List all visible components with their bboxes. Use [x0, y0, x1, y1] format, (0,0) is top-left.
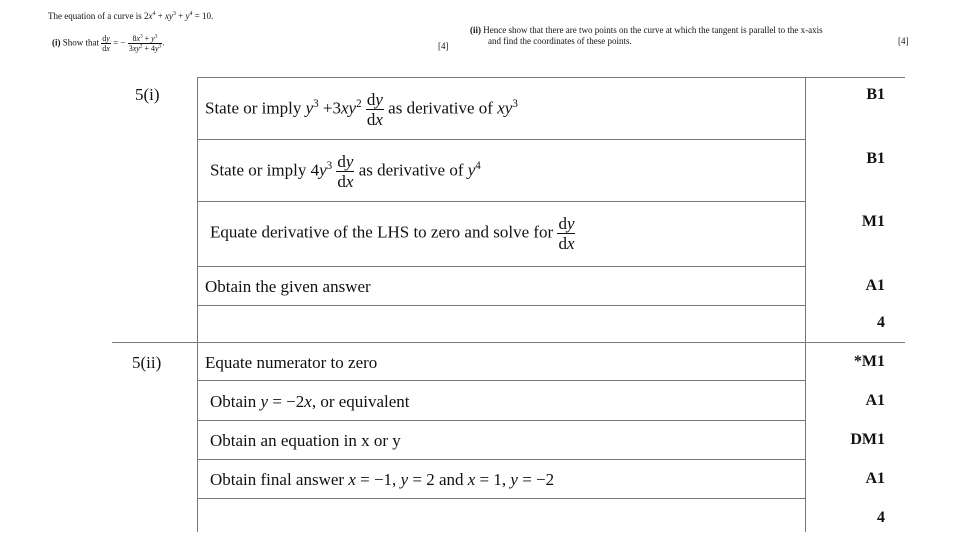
section-divider: [112, 342, 905, 343]
table-border-middle: [805, 77, 806, 532]
row-line: [197, 459, 805, 460]
row-2-mark: B1: [866, 150, 885, 167]
row-1-mark: B1: [866, 86, 885, 103]
question-intro: [48, 11, 213, 22]
row-7-mark: DM1: [850, 431, 885, 448]
part-i-question: (i) Show that $\frac{dy}{dx}$ = − $\frac{8x^3 + y^3}{3xy^2 + 4y^3}$ .: [52, 33, 165, 53]
scheme-row-5: Equate numerator to zero: [205, 353, 378, 372]
row-line: [197, 201, 805, 202]
row-line: [197, 266, 805, 267]
part-i-marks: [4]: [438, 41, 449, 51]
dydx-fraction: $\frac{dy}{dx}$: [102, 34, 110, 53]
part-ii-question: [470, 25, 918, 47]
scheme-row-3: [210, 214, 575, 253]
row-8-mark: A1: [865, 470, 885, 487]
dydx-fraction: $\frac{dy}{dx}$: [558, 214, 575, 253]
row-1-post: as derivative of: [388, 98, 493, 118]
row-line: [197, 77, 905, 78]
row-8-prefix: Obtain final answer: [210, 470, 345, 489]
scheme-row-1: State or imply $y^3 +3xy^2$ $\frac{dy}{dx}$ as derivative of $xy^3$: [205, 90, 518, 129]
part-ii-line1: Hence show that there are two points on the curve at which the tangent is parallel to the x-axis: [483, 25, 823, 35]
dydx-fraction: $\frac{dy}{dx}$: [366, 90, 383, 129]
part-ii-scheme-label: 5(ii): [132, 353, 162, 372]
part-i-total: 4: [877, 314, 885, 331]
dydx-fraction: $\frac{dy}{dx}$: [337, 152, 354, 191]
row-5-mark: *M1: [853, 353, 885, 370]
part-ii-marks: [4]: [898, 36, 909, 46]
part-i-prefix: Show that: [62, 37, 100, 48]
row-2-post: as derivative of: [358, 160, 464, 180]
row-line: [197, 420, 805, 421]
row-6-suffix: , or equivalent: [311, 392, 410, 411]
row-6-mark: A1: [865, 392, 885, 409]
scheme-row-7: Obtain an equation in x or y: [210, 431, 401, 450]
part-ii-label: (ii): [470, 25, 481, 35]
row-3-text: Equate derivative of the LHS to zero and solve for: [210, 222, 554, 242]
part-ii-line2: and find the coordinates of these points.: [488, 36, 632, 46]
scheme-row-6: Obtain y = −2x, or equivalent: [210, 392, 410, 411]
row-6-prefix: Obtain: [210, 392, 257, 411]
row-2-pre: State or imply: [210, 160, 307, 180]
curve-equation: $2x^4 + xy^3 + y^4 = 10$.: [143, 11, 214, 21]
row-3-mark: M1: [861, 213, 885, 230]
intro-text: The equation of a curve is: [48, 11, 142, 21]
part-i-scheme-label: 5(i): [135, 85, 160, 104]
scheme-row-8: Obtain final answer x = −1, y = 2 and x = 1, y = −2: [210, 470, 555, 489]
scheme-row-2: State or imply $4y^3$ $\frac{dy}{dx}$ as derivative of $y^4$: [210, 152, 481, 191]
scheme-row-4: Obtain the given answer: [205, 277, 371, 296]
row-line: [197, 498, 805, 499]
part-ii-total: 4: [877, 509, 885, 526]
row-1-pre: State or imply: [205, 98, 302, 118]
gradient-fraction: $\frac{8x^3 + y^3}{3xy^2 + 4y^3}$: [128, 33, 162, 53]
row-line: [197, 139, 805, 140]
row-line: [197, 380, 805, 381]
row-4-mark: A1: [865, 277, 885, 294]
part-i-label: (i): [52, 37, 61, 48]
row-line: [197, 305, 805, 306]
